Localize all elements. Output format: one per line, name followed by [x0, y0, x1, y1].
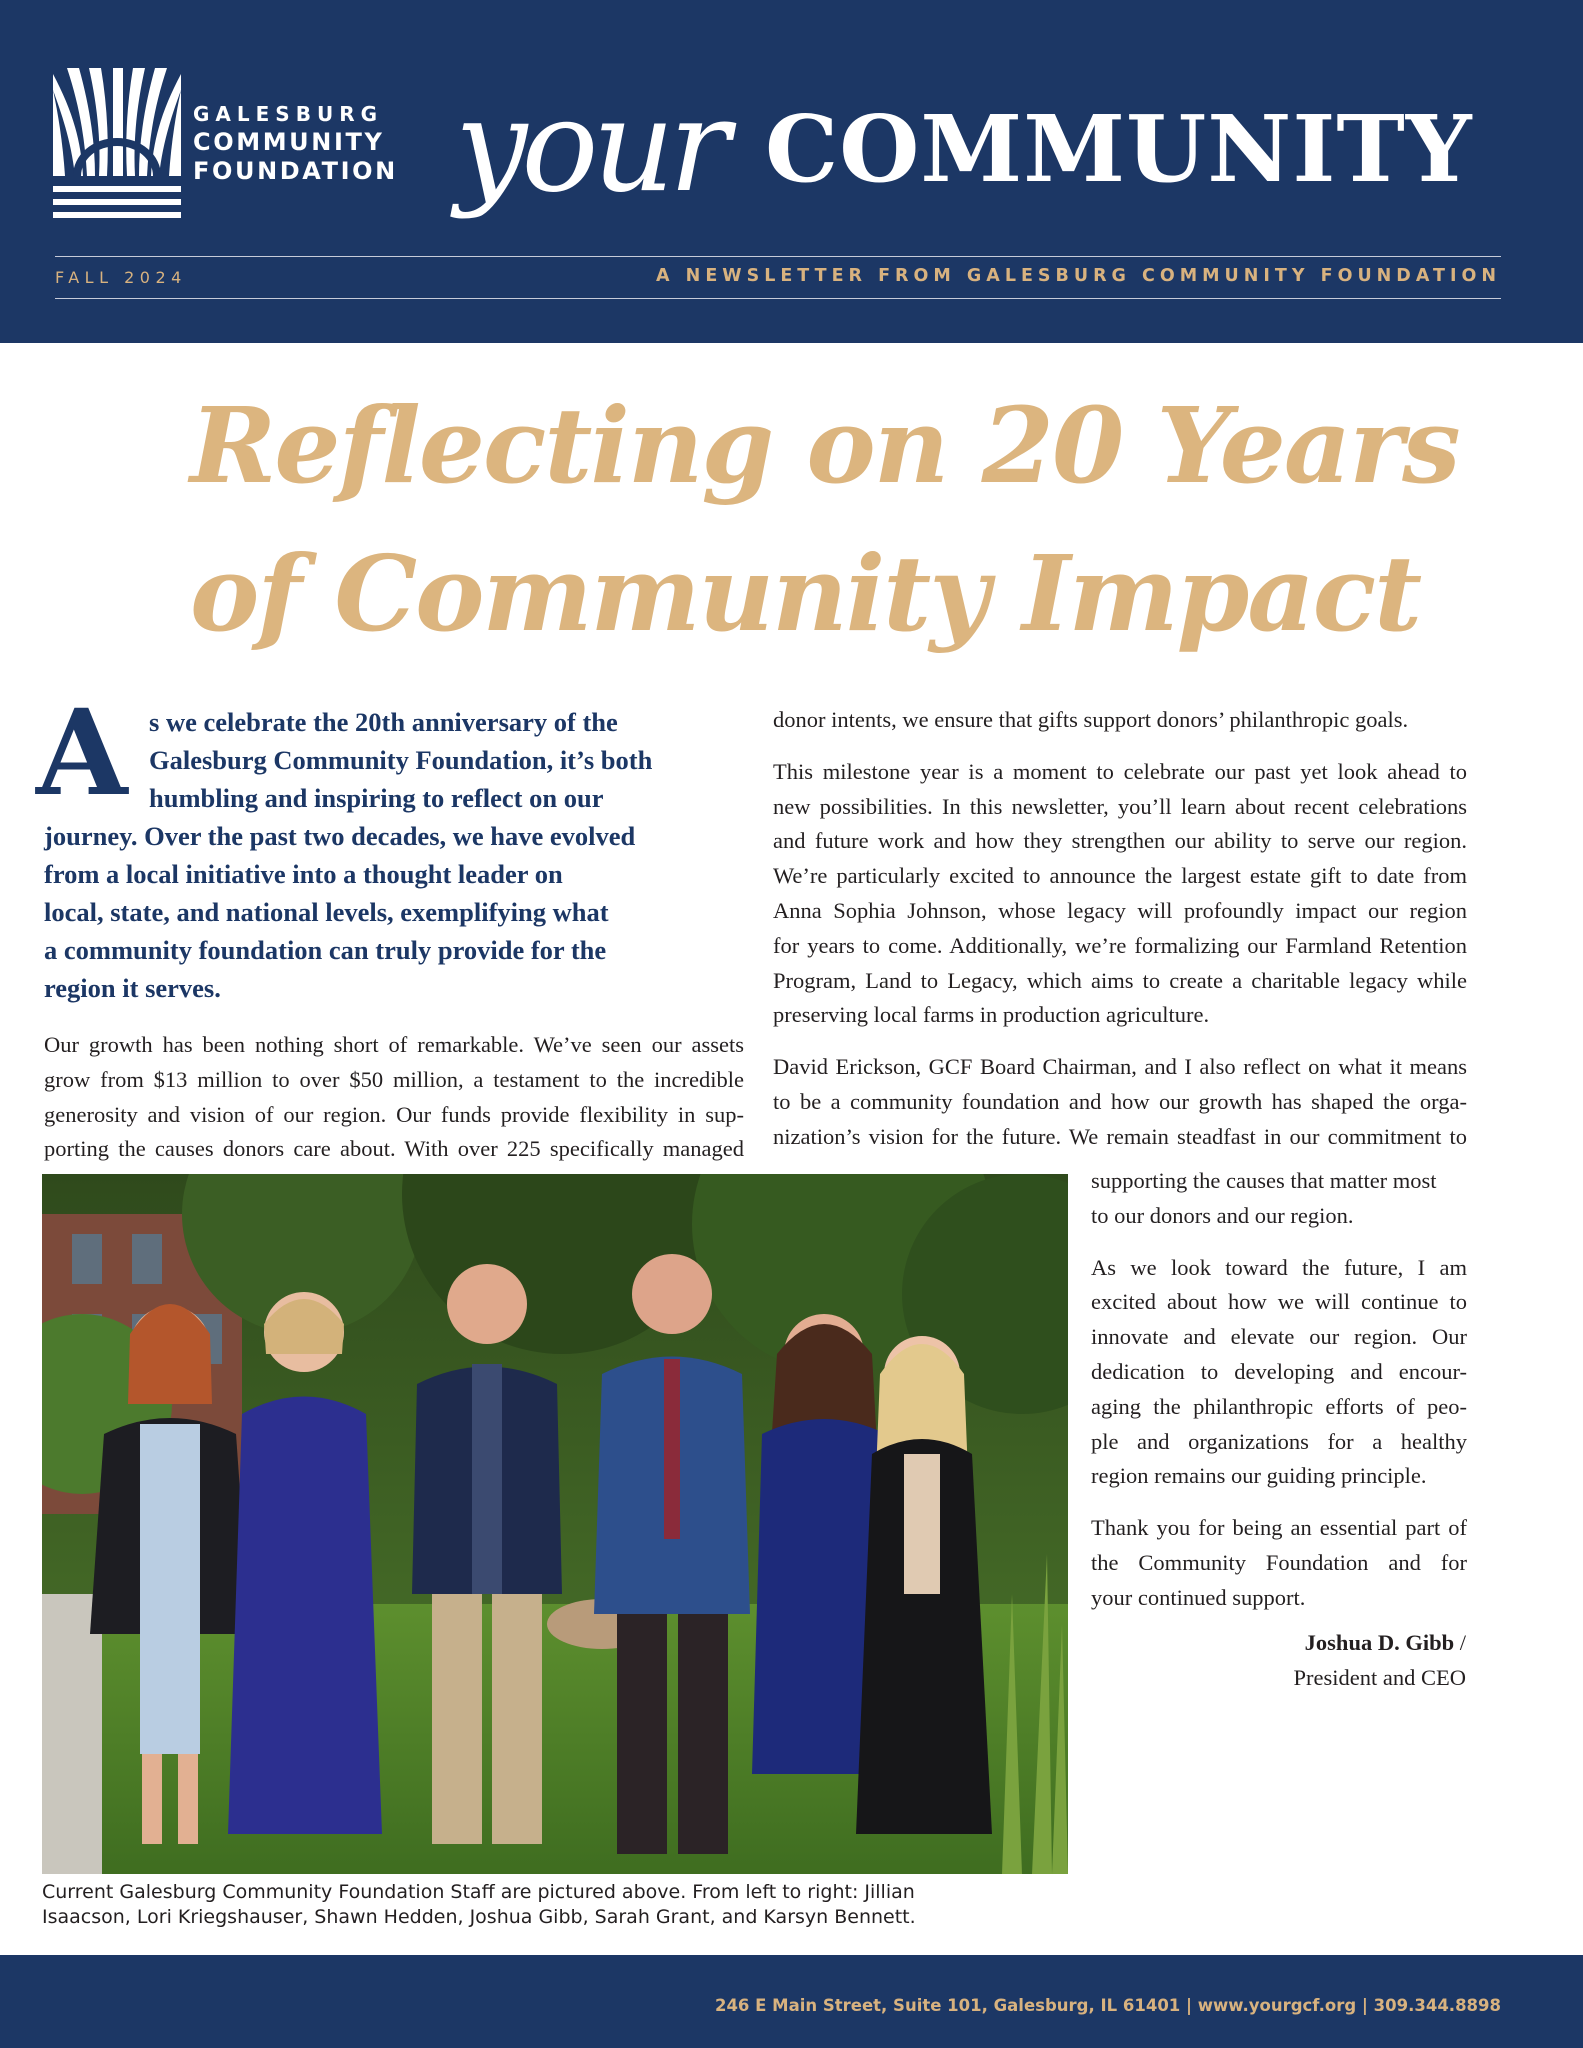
right-column-text	[773, 703, 1467, 1155]
author-signature	[1294, 1626, 1466, 1696]
drop-cap: A	[36, 683, 128, 822]
body-line: region remains our guiding principle.	[1091, 1463, 1427, 1489]
lead-line: a community foundation can truly provide for the	[44, 935, 607, 965]
lead-line: humbling and inspiring to reflect on our	[149, 783, 604, 813]
body-line: Program, Land to Legacy, which aims to create a charitable legacy while	[773, 967, 1467, 993]
body-line: for years to come. Additionally, we’re formalizing our Farmland Retention	[773, 932, 1467, 958]
author-name: Joshua D. Gibb	[1304, 1630, 1455, 1655]
article-headline	[190, 372, 1459, 668]
title-caps: COMMUNITY	[765, 95, 1473, 203]
lead-line: local, state, and national levels, exemplifying what	[44, 897, 609, 927]
staff-group-photo	[42, 1174, 1068, 1874]
body-line: ple and organizations for a healthy	[1091, 1428, 1467, 1454]
lead-paragraph	[44, 703, 744, 1007]
body-line: to be a community foundation and how our growth has shaped the orga-	[773, 1088, 1467, 1114]
foundation-logo-icon	[53, 68, 181, 226]
newsletter-tagline: A NEWSLETTER FROM GALESBURG COMMUNITY FOUNDATION	[656, 266, 1501, 286]
lead-line: from a local initiative into a thought leader on	[44, 859, 563, 889]
caption-line: Isaacson, Lori Kriegshauser, Shawn Hedden, Joshua Gibb, Sarah Grant, and Karsyn Bennett.	[42, 1906, 916, 1928]
issue-date: FALL 2024	[55, 268, 187, 287]
body-line: Thank you for being an essential part of	[1091, 1515, 1467, 1541]
body-line: excited about how we will continue to	[1091, 1289, 1467, 1315]
logo-line-2: COMMUNITY	[193, 128, 385, 156]
foundation-wordmark	[193, 104, 398, 183]
body-line: grow from $13 million to over $50 million, a testament to the incredible	[44, 1066, 744, 1092]
header-rule-bottom	[55, 298, 1501, 299]
masthead-banner	[0, 0, 1583, 343]
body-line: to our donors and our region.	[1091, 1202, 1354, 1228]
logo-line-1: GALESBURG	[193, 102, 384, 126]
body-line: This milestone year is a moment to celebrate our past yet look ahead to	[773, 758, 1467, 784]
body-line: donor intents, we ensure that gifts support donors’ philanthropic goals.	[773, 707, 1409, 732]
body-line: porting the causes donors care about. With over 225 specifically managed	[44, 1136, 744, 1162]
lead-line: region it serves.	[44, 973, 221, 1003]
headline-line-2: of Community Impact	[190, 532, 1421, 655]
title-script: your	[455, 72, 724, 221]
signature-separator: /	[1454, 1630, 1466, 1655]
body-line: dedication to developing and encour-	[1091, 1358, 1467, 1384]
body-line: new possibilities. In this newsletter, you’ll learn about recent celebrations	[773, 793, 1467, 819]
logo-line-3: FOUNDATION	[193, 157, 398, 185]
body-line: innovate and elevate our region. Our	[1091, 1324, 1467, 1350]
body-line: generosity and vision of our region. Our funds provide flexibility in sup-	[44, 1101, 744, 1127]
body-line: nization’s vision for the future. We remain steadfast in our commitment to	[773, 1123, 1467, 1149]
body-line: As we look toward the future, I am	[1091, 1254, 1467, 1280]
lead-line: Galesburg Community Foundation, it’s both	[149, 745, 653, 775]
narrow-column-text	[1091, 1164, 1467, 1616]
body-line: your continued support.	[1091, 1584, 1306, 1610]
body-line: and future work and how they strengthen our ability to serve our region.	[773, 828, 1467, 854]
body-line: David Erickson, GCF Board Chairman, and I also reflect on what it means	[773, 1054, 1467, 1080]
photo-caption	[42, 1880, 1072, 1930]
body-paragraph-growth	[44, 1028, 744, 1167]
author-title: President and CEO	[1293, 1664, 1466, 1690]
header-rule-top	[55, 256, 1501, 257]
headline-line-1: Reflecting on 20 Years	[190, 384, 1459, 507]
footer-contact: 246 E Main Street, Suite 101, Galesburg, IL 61401 | www.yourgcf.org | 309.344.8898	[714, 1996, 1501, 2015]
body-line: aging the philanthropic efforts of peo-	[1091, 1393, 1467, 1419]
staff-photo-illustration	[42, 1174, 1068, 1874]
lead-line: s we celebrate the 20th anniversary of the	[149, 707, 618, 737]
body-line: Our growth has been nothing short of remarkable. We’ve seen our assets	[44, 1032, 744, 1057]
lead-line: journey. Over the past two decades, we have evolved	[44, 821, 636, 851]
body-line: Anna Sophia Johnson, whose legacy will profoundly impact our region	[773, 897, 1467, 923]
body-line: the Community Foundation and for	[1091, 1549, 1467, 1575]
caption-line: Current Galesburg Community Foundation Staff are pictured above. From left to right: Jillian	[42, 1881, 915, 1903]
body-line: preserving local farms in production agriculture.	[773, 1002, 1210, 1028]
newsletter-title	[455, 72, 1565, 232]
body-line: supporting the causes that matter most	[1091, 1168, 1437, 1193]
body-line: We’re particularly excited to announce the largest estate gift to date from	[773, 863, 1467, 889]
